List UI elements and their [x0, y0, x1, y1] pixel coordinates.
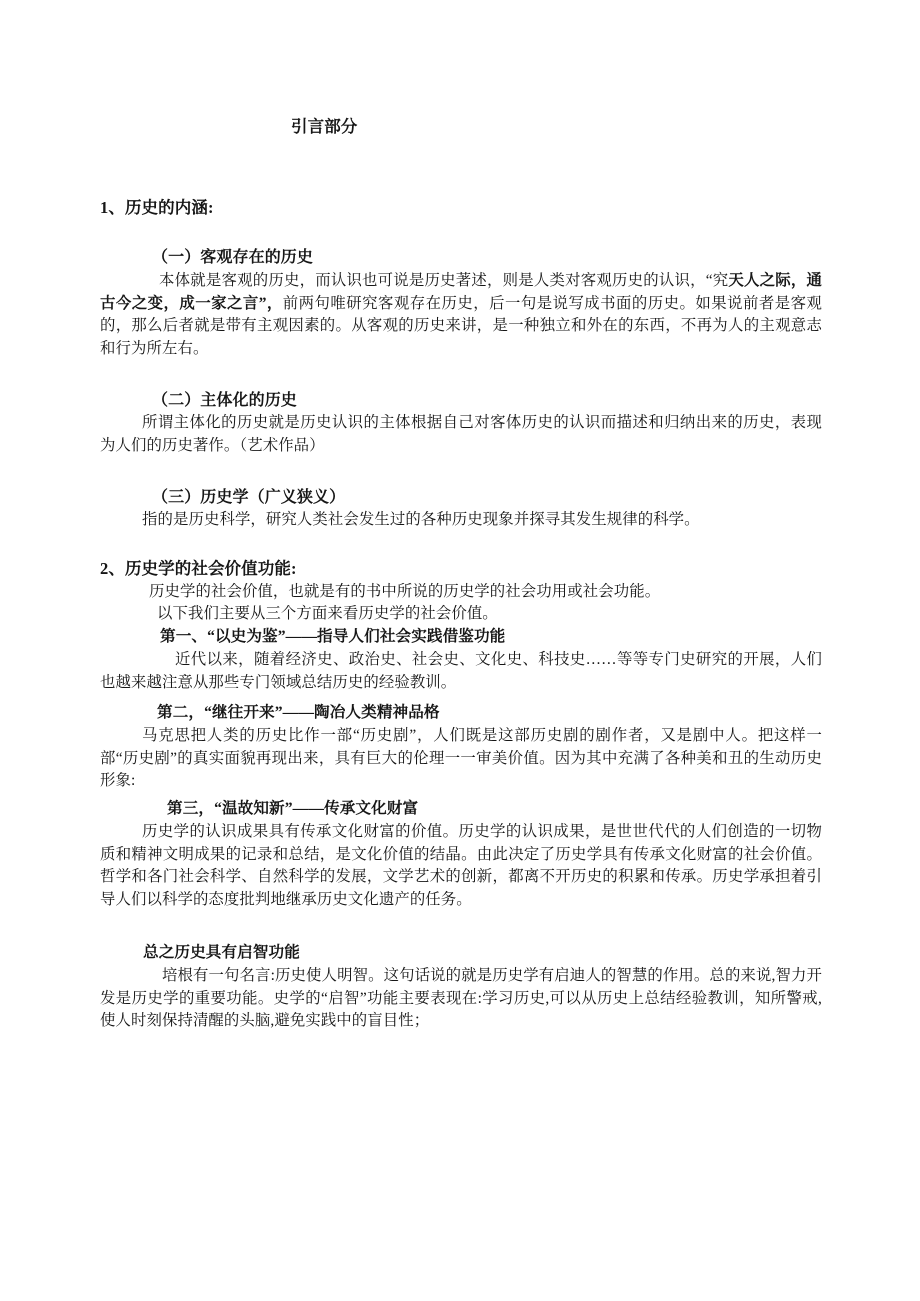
section1-sub2-paragraph: 所谓主体化的历史就是历史认识的主体根据自己对客体历史的认识而描述和归纳出来的历史，表现为人们的历史著作。（艺术作品） — [100, 414, 822, 454]
section1-sub3-paragraph: 指的是历史科学，研究人类社会发生过的各种历史现象并探寻其发生规律的科学。 — [142, 511, 700, 528]
section2-point3-heading: 第三，“温故知新”——传承文化财富 — [167, 800, 419, 817]
section2-point3-paragraph: 历史学的认识成果具有传承文化财富的价值。历史学的认识成果，是世世代代的人们创造的一切物质和精神文明成果的记录和总结，是文化价值的结晶。由此决定了历史学具有传承文化财富的社会价值。哲学和各门社会科学、自然科学的发展，文学艺术的创新，都离不开历史的积累和传承。历史学承担着引导人们以科学的态度批判地继承历史文化遗产的任务。 — [100, 823, 822, 909]
section2-intro-line1: 历史学的社会价值，也就是有的书中所说的历史学的社会功用或社会功能。 — [149, 583, 661, 600]
section2-point2-heading: 第二，“继往开来”——陶冶人类精神品格 — [157, 704, 440, 721]
section1-sub2-heading: （二）主体化的历史 — [152, 392, 297, 409]
text-run: 前两句唯研究客观存在历史，后一句是说写成书面的历史。如果说前者是客观的，那么后者就是带有主观因素的。从客观的历史来讲，是一种独立和外在的东西，不再为人的主观意志和行为所左右。 — [100, 294, 822, 358]
section1-heading: 1、历史的内涵: — [100, 198, 214, 217]
section2-heading: 2、历史学的社会价值功能: — [100, 559, 297, 578]
document-title: 引言部分 — [291, 117, 358, 136]
text-run: 本体就是客观的历史，而认识也可说是历史著述，则是人类对客观历史的认识，“究 — [159, 272, 729, 289]
section1-sub1-heading: （一）客观存在的历史 — [152, 249, 314, 266]
section1-sub3-heading: （三）历史学（广义狭义） — [152, 489, 346, 506]
section2-point1-paragraph: 近代以来，随着经济史、政治史、社会史、文化史、科技史……等等专门史研究的开展，人们也越来越注意从那些专门领域总结历史的经验教训。 — [100, 651, 822, 691]
section1-sub1-paragraph — [100, 270, 822, 361]
section2-summary-heading: 总之历史具有启智功能 — [143, 944, 300, 961]
section2-summary-paragraph: 培根有一句名言:历史使人明智。这句话说的就是历史学有启迪人的智慧的作用。总的来说,智力开发是历史学的重要功能。史学的“启智”功能主要表现在:学习历史,可以从历史上总结经验教训，知所警戒,使人时刻保持清醒的头脑,避免实践中的盲目性； — [100, 967, 822, 1030]
section2-point1-heading: 第一、“以史为鉴”——指导人们社会实践借鉴功能 — [160, 628, 506, 645]
bold-text-run: 天人之际，通古今之变，成一家之言”， — [100, 272, 822, 312]
section2-point2-paragraph: 马克思把人类的历史比作一部“历史剧”，人们既是这部历史剧的剧作者，又是剧中人。把这样一部“历史剧”的真实面貌再现出来，具有巨大的伦理一一审美价值。因为其中充满了各种美和丑的生动历史形象: — [100, 727, 822, 790]
section2-intro-line2: 以下我们主要从三个方面来看历史学的社会价值。 — [157, 605, 498, 622]
